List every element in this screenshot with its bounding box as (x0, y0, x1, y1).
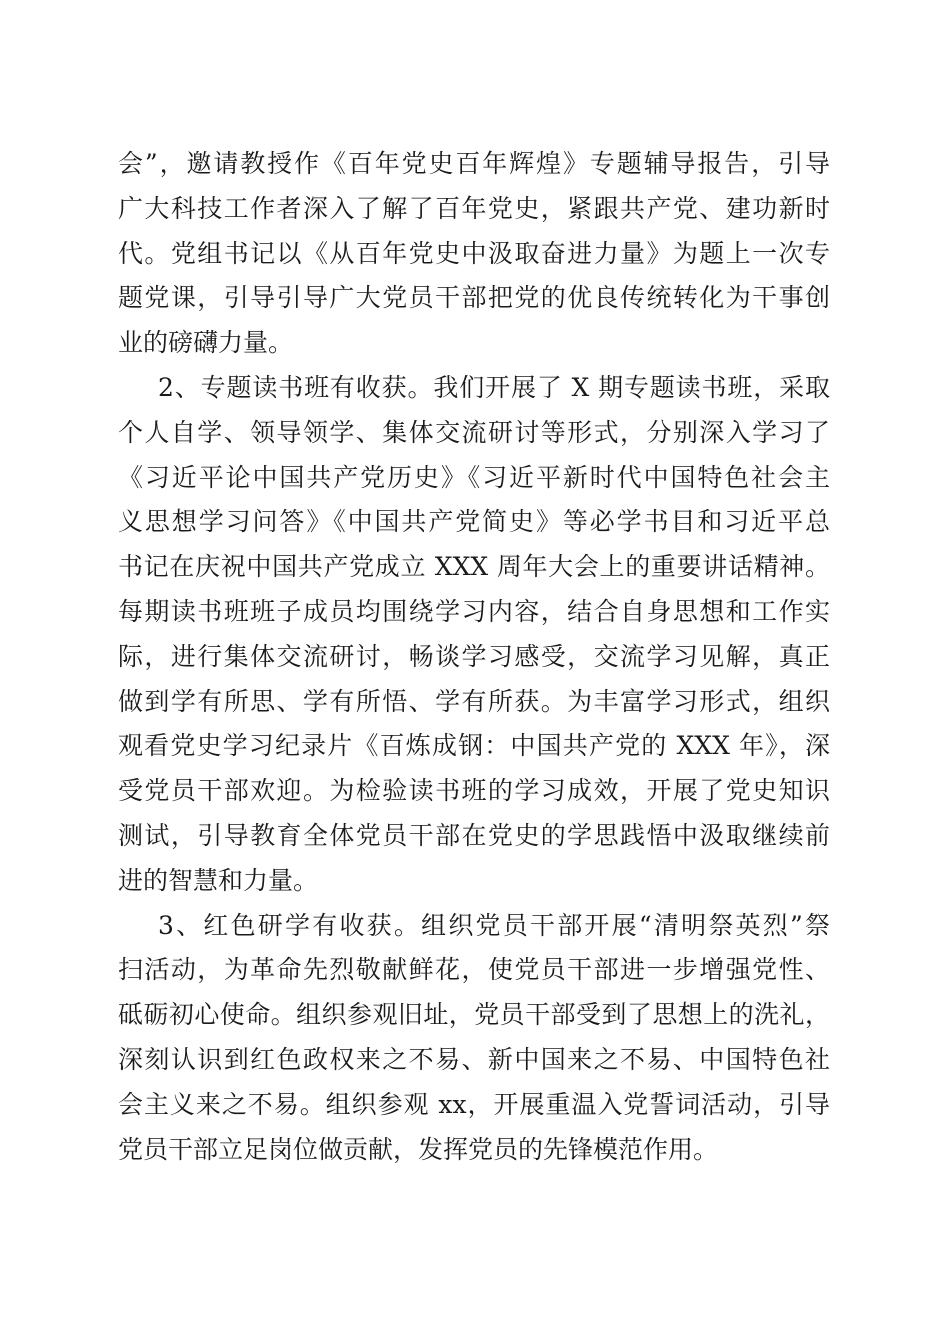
text-line: 广大科技工作者深入了解了百年党史，紧跟共产党、建功新时 (118, 193, 830, 223)
text-line: 扫活动，为革命先烈敬献鲜花，使党员干部进一步增强党性、 (118, 955, 830, 985)
text-line: 3、红色研学有收获。组织党员干部开展“清明祭英烈”祭 (158, 910, 830, 940)
text-line: 书记在庆祝中国共产党成立 XXX 周年大会上的重要讲话精神。 (118, 552, 830, 582)
text-line: 深刻认识到红色政权来之不易、新中国来之不易、中国特色社 (118, 1044, 830, 1074)
text-line: 做到学有所思、学有所悟、学有所获。为丰富学习形式，组织 (118, 686, 830, 716)
text-line: 会”，邀请教授作《百年党史百年辉煌》专题辅导报告，引导 (118, 149, 830, 178)
text-line: 际，进行集体交流研讨，畅谈学习感受，交流学习见解，真正 (118, 641, 830, 671)
text-line: 会主义来之不易。组织参观 xx，开展重温入党誓词活动，引导 (118, 1089, 830, 1119)
text-line: 2、专题读书班有收获。我们开展了 X 期专题读书班，采取 (158, 372, 830, 402)
text-line: 受党员干部欢迎。为检验读书班的学习成效，开展了党史知识 (118, 776, 830, 806)
paragraph-1 (118, 142, 830, 366)
text-line: 观看党史学习纪录片《百炼成钢：中国共产党的 XXX 年》，深 (118, 731, 830, 761)
text-line: 《习近平论中国共产党历史》《习近平新时代中国特色社会主 (118, 462, 830, 492)
text-line: 题党课，引导引导广大党员干部把党的优良传统转化为干事创 (118, 283, 830, 313)
text-line: 砥砺初心使命。组织参观旧址，党员干部受到了思想上的洗礼， (118, 1000, 830, 1030)
paragraph-2 (118, 366, 830, 904)
text-line: 党员干部立足岗位做贡献，发挥党员的先锋模范作用。 (118, 1134, 719, 1164)
text-line: 业的磅礴力量。 (118, 328, 294, 358)
text-line: 个人自学、领导领学、集体交流研讨等形式，分别深入学习了 (118, 417, 830, 447)
text-line: 代。党组书记以《从百年党史中汲取奋进力量》为题上一次专 (118, 238, 830, 268)
text-line: 义思想学习问答》《中国共产党简史》等必学书目和习近平总 (118, 507, 830, 537)
text-line: 测试，引导教育全体党员干部在党史的学思践悟中汲取继续前 (118, 820, 830, 850)
text-line: 进的智慧和力量。 (118, 865, 319, 895)
paragraph-3 (118, 904, 830, 1173)
document-body (118, 142, 830, 1172)
text-line: 每期读书班班子成员均围绕学习内容，结合自身思想和工作实 (118, 596, 830, 626)
